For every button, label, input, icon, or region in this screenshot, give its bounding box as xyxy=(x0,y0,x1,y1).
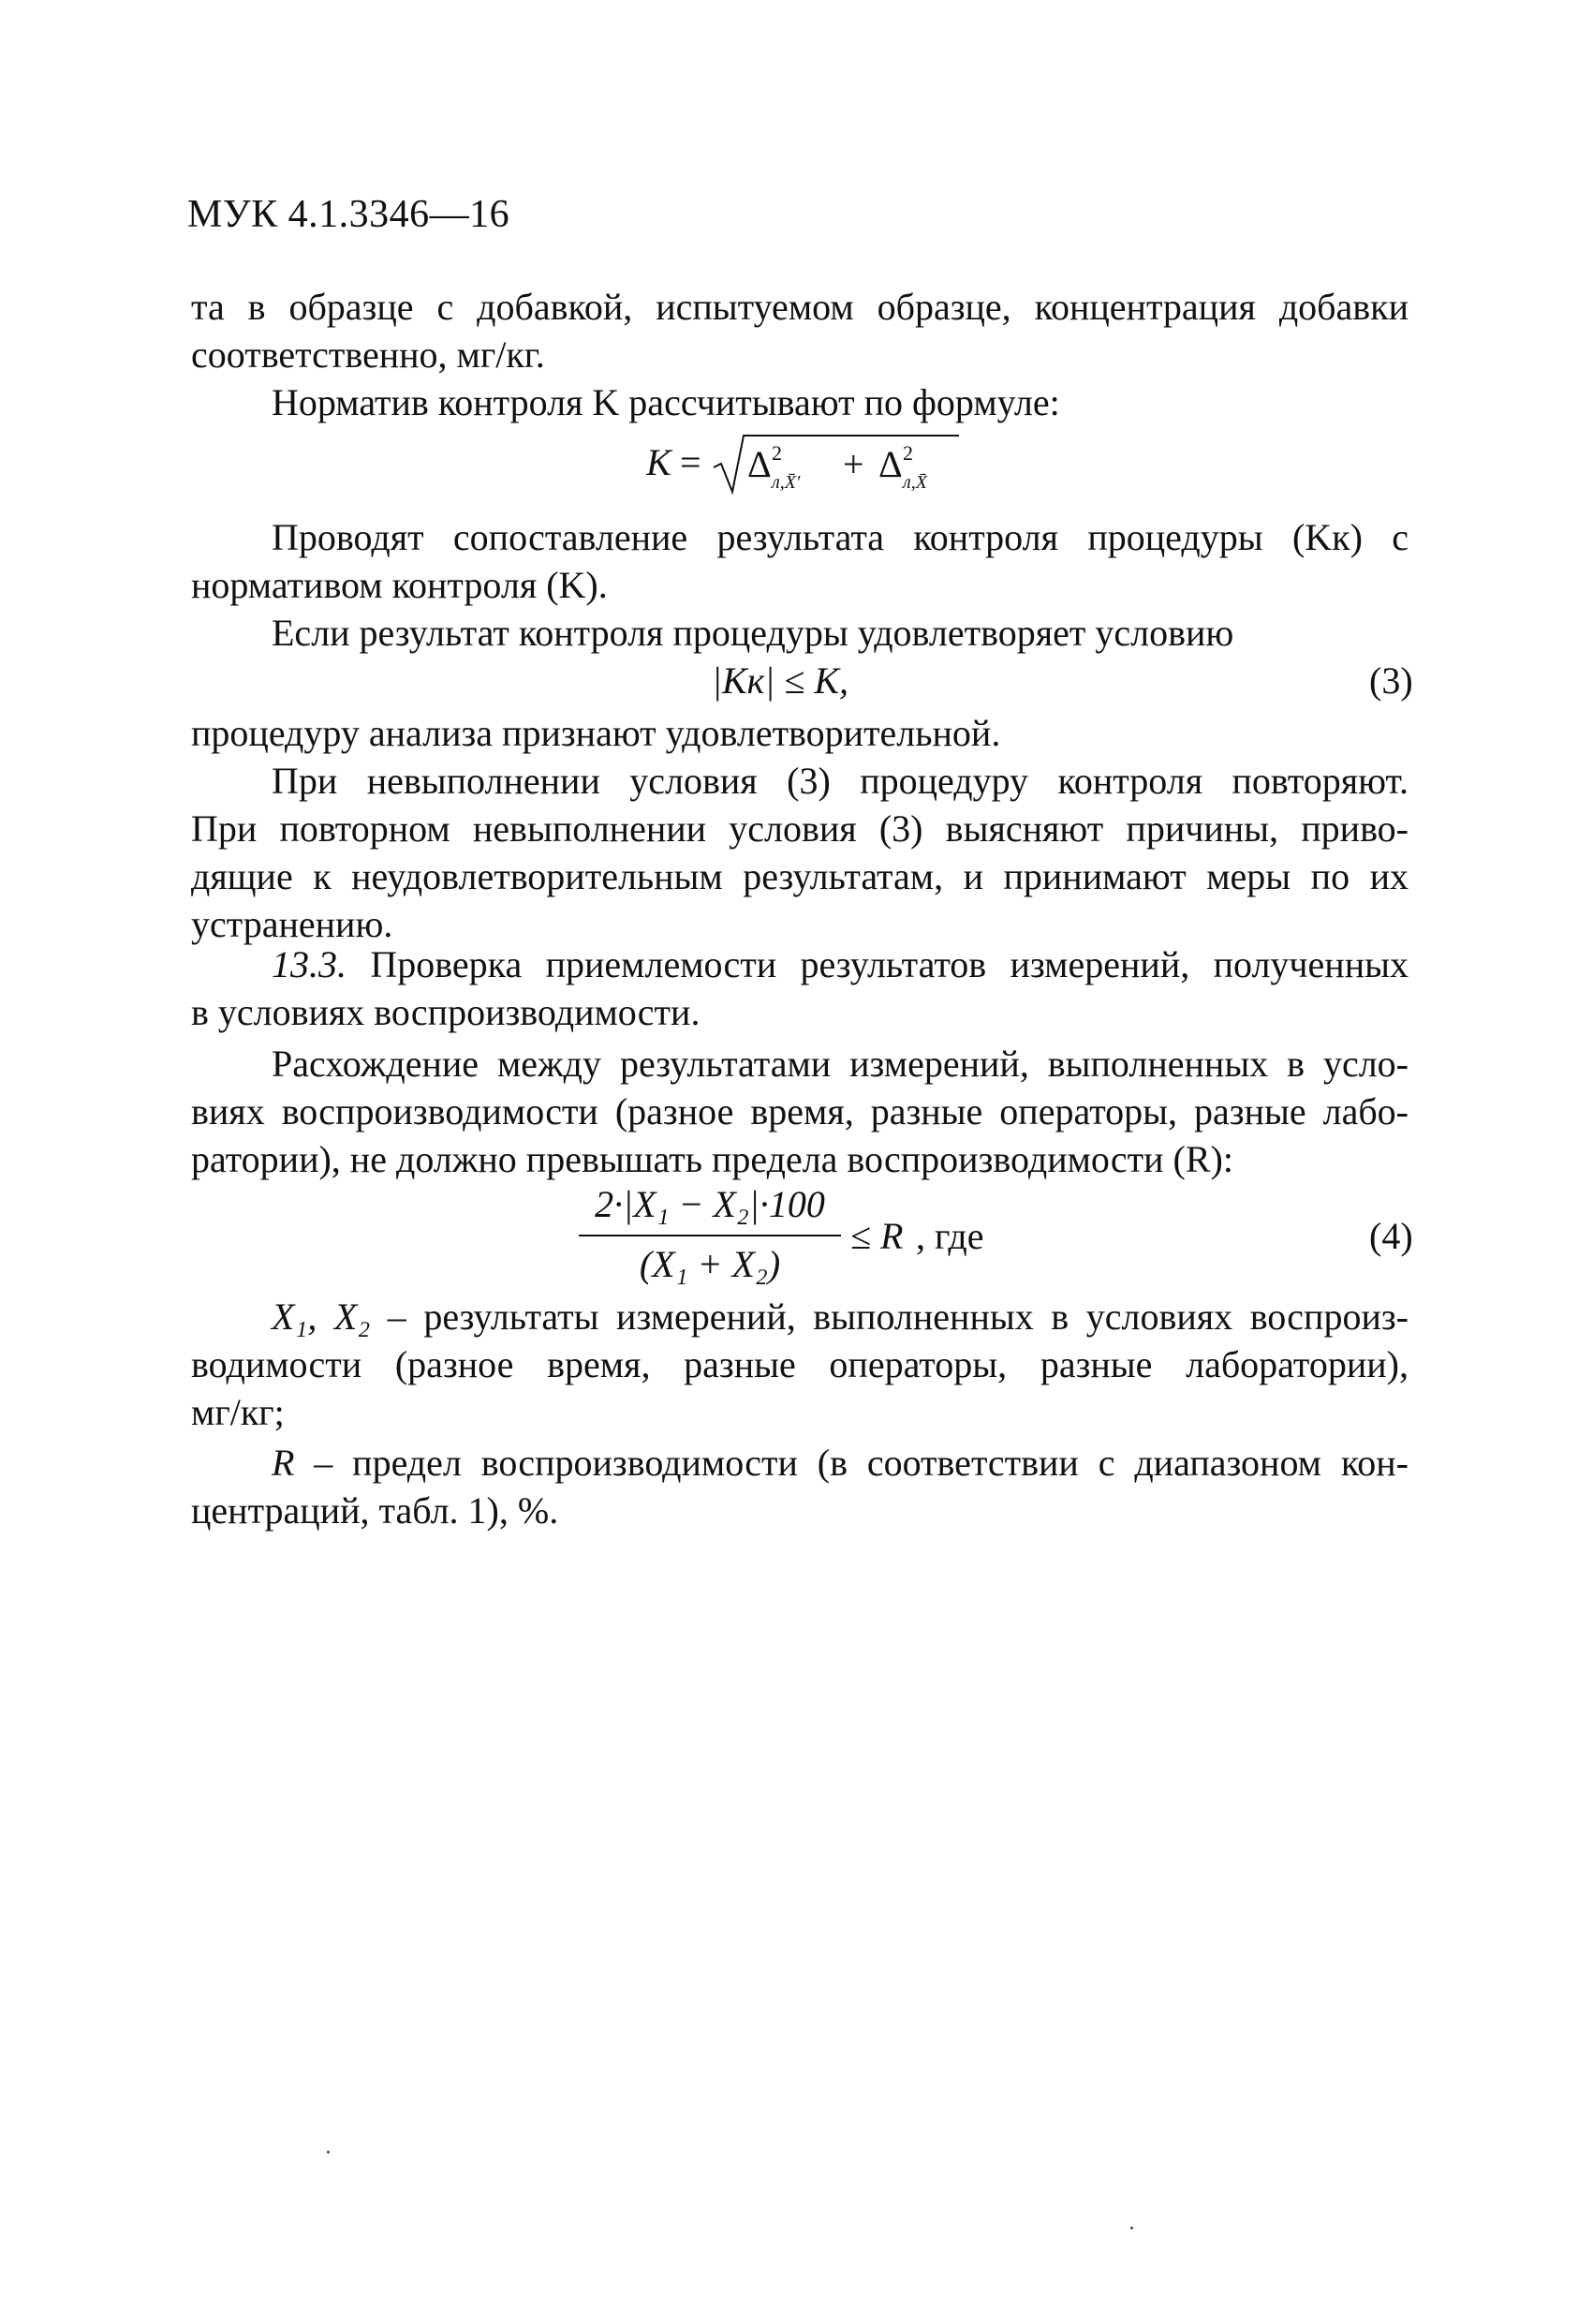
formula-4-numerator: 2·|X₁ − X₂|·100 xyxy=(595,1183,825,1225)
para8-line1: Расхождение между результатами измерений, выполненных в усло- xyxy=(272,1043,1409,1085)
scan-speck xyxy=(1130,2227,1133,2229)
formula-k-lhs: K xyxy=(646,441,671,483)
para6-line2: При повторном невыполнении условия (3) выясняют причины, приво- xyxy=(191,807,1409,850)
para8-line2: виях воспроизводимости (разное время, разные операторы, разные лабо- xyxy=(191,1090,1409,1132)
formula-3: |Kк| ≤ K, xyxy=(712,659,849,702)
formula-4 xyxy=(579,1178,1066,1300)
formula-4-rhs: ≤ R xyxy=(850,1215,904,1257)
formula-4-where: , где xyxy=(916,1215,984,1257)
para6-line3: дящие к неудовлетворительным результатам, и принимают меры по их xyxy=(191,855,1409,897)
formula-4-denominator: (X₁ + X₂) xyxy=(639,1243,781,1285)
scan-speck xyxy=(327,2151,330,2154)
document-header: МУК 4.1.3346—16 xyxy=(187,193,510,236)
formula-k-svg xyxy=(646,426,965,511)
para9-line3: мг/кг; xyxy=(191,1391,285,1433)
para4: Если результат контроля процедуры удовлетворяет условию xyxy=(272,612,1234,654)
section-number: 13.3. xyxy=(272,943,347,985)
delta-2-power: 2 xyxy=(903,441,913,465)
para1-line1: та в образце с добавкой, испытуемом образце, концентрация добавки xyxy=(191,286,1409,328)
para7-line1 xyxy=(272,940,1409,988)
formula-k-plus: + xyxy=(843,443,864,485)
delta-1-power: 2 xyxy=(772,441,782,465)
para10-var: R xyxy=(272,1442,295,1484)
formula-3-number: (3) xyxy=(1369,659,1413,702)
para2-text: Норматив контроля K рассчитывают по формуле: xyxy=(272,381,1060,423)
para10-line1 xyxy=(272,1439,1409,1487)
para8-line3: ратории), не должно превышать предела воспроизводимости (R): xyxy=(191,1138,1233,1180)
fraction-bar xyxy=(579,1235,841,1236)
delta-1: Δ xyxy=(747,443,772,485)
delta-1-sub: л,X̄′ xyxy=(772,472,801,493)
para2 xyxy=(272,378,1489,426)
para9-vars: X₁, X₂ xyxy=(272,1295,371,1338)
formula-4-number: (4) xyxy=(1369,1215,1413,1257)
para9-line2: водимости (разное время, разные операторы, разные лаборатории), xyxy=(191,1343,1409,1385)
para10-line1-text: – предел воспроизводимости (в соответствии с диапазоном кон- xyxy=(294,1442,1409,1484)
delta-2: Δ xyxy=(878,443,903,485)
para6-line4: устранению. xyxy=(191,903,393,945)
para5: процедуру анализа признают удовлетворительной. xyxy=(191,712,1001,754)
para7-line1-text: Проверка приемлемости результатов измерений, полученных xyxy=(347,943,1409,985)
para7-line2: в условиях воспроизводимости. xyxy=(191,991,701,1033)
para9-line1 xyxy=(272,1293,1409,1340)
para9-line1-text: – результаты измерений, выполненных в условиях воспроиз- xyxy=(370,1295,1409,1338)
para3-line2: нормативом контроля (K). xyxy=(191,564,608,606)
para6-line1: При невыполнении условия (3) процедуру контроля повторяют. xyxy=(272,760,1409,802)
para10-line2: центраций, табл. 1), %. xyxy=(191,1489,559,1532)
para3-line1: Проводят сопоставление результата контроля процедуры (Kк) с xyxy=(272,516,1409,558)
formula-k-eq: = xyxy=(680,441,701,483)
delta-2-sub: л,X̄ xyxy=(903,472,927,493)
para1-line2: соответственно, мг/кг. xyxy=(191,333,545,376)
formula-k xyxy=(646,426,965,511)
